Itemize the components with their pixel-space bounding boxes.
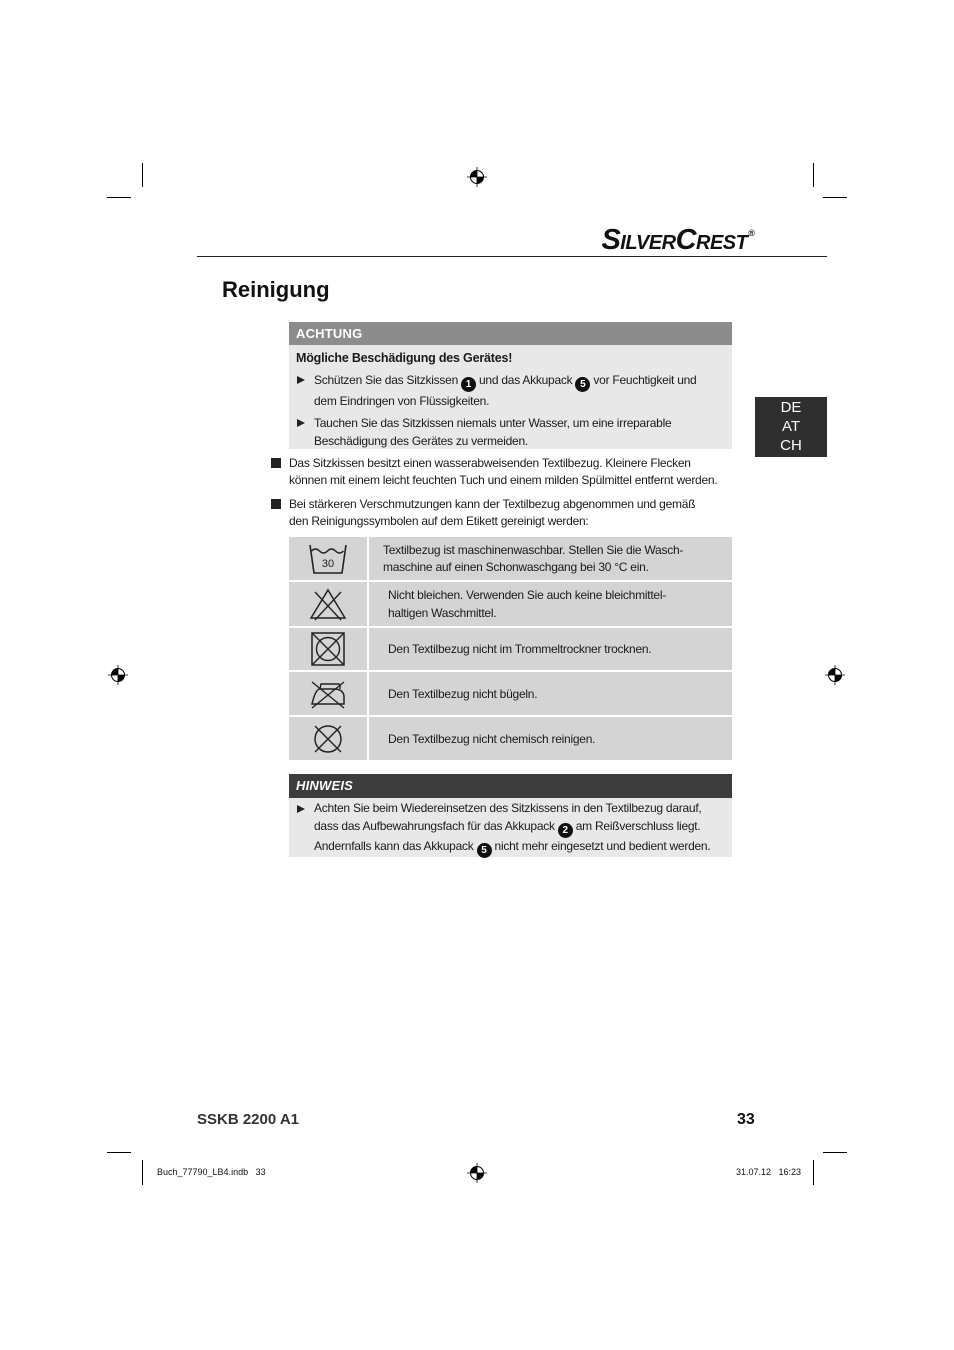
slug-file: Buch_77790_LB4.indb 33 bbox=[157, 1167, 266, 1177]
crop-mark bbox=[107, 1152, 131, 1153]
table-row bbox=[289, 672, 732, 715]
cleaning-note bbox=[289, 496, 695, 530]
warning-body bbox=[289, 345, 732, 449]
brand-logo-text: SilverCrest bbox=[601, 224, 748, 256]
hint-line: Achten Sie beim Wiedereinsetzen des Sitzkissens in den Textilbezug darauf, bbox=[314, 801, 702, 815]
note-line: den Reinigungssymbolen auf dem Etikett gereinigt werden: bbox=[289, 514, 589, 528]
hint-line bbox=[314, 838, 732, 858]
symbol-cell bbox=[289, 537, 367, 580]
description-line: maschine auf einen Schonwaschgang bei 30 °C ein. bbox=[383, 559, 649, 574]
warning-bullet-line: dem Eindringen von Flüssigkeiten. bbox=[314, 394, 490, 408]
reference-number: 5 bbox=[477, 843, 492, 858]
note-line: können mit einem leicht feuchten Tuch und einem milden Spülmittel entfernt werden. bbox=[289, 473, 718, 487]
description-line: Den Textilbezug nicht bügeln. bbox=[388, 686, 538, 701]
reference-number: 5 bbox=[575, 377, 590, 392]
page-title: Reinigung bbox=[222, 277, 330, 302]
description-cell bbox=[369, 537, 732, 580]
bullet-square-icon bbox=[271, 499, 281, 509]
table-row bbox=[289, 628, 732, 670]
registered-mark: ® bbox=[748, 228, 755, 238]
page-number: 33 bbox=[737, 1111, 755, 1128]
warning-subtitle: Mögliche Beschädigung des Gerätes! bbox=[296, 351, 513, 365]
no-dry-clean-icon bbox=[308, 722, 348, 756]
warning-bullet-line: Beschädigung des Gerätes zu vermeiden. bbox=[314, 434, 528, 448]
symbol-cell bbox=[289, 672, 367, 715]
table-row bbox=[289, 537, 732, 580]
crop-mark bbox=[813, 163, 814, 187]
registration-mark-icon bbox=[467, 1163, 487, 1183]
table-row bbox=[289, 717, 732, 760]
language-tab bbox=[755, 397, 827, 457]
bullet-arrow-icon bbox=[297, 805, 305, 813]
no-tumble-dry-icon bbox=[308, 632, 348, 666]
crop-mark bbox=[142, 1160, 143, 1185]
language-at: AT bbox=[781, 418, 801, 435]
crop-mark bbox=[823, 197, 847, 198]
text-segment: nicht mehr eingesetzt und bedient werden. bbox=[494, 838, 711, 853]
cleaning-note bbox=[289, 455, 717, 489]
wash-30-icon bbox=[308, 542, 348, 576]
symbol-cell bbox=[289, 717, 367, 760]
description-line: Nicht bleichen. Verwenden Sie auch keine bleichmittel- bbox=[388, 588, 666, 602]
warning-bullet-line bbox=[314, 371, 732, 392]
slug-date: 31.07.12 16:23 bbox=[736, 1167, 802, 1177]
registration-mark-icon bbox=[825, 665, 845, 685]
no-iron-icon bbox=[308, 677, 348, 711]
reference-number: 1 bbox=[461, 377, 476, 392]
warning-bullet bbox=[289, 414, 732, 450]
text-segment: Schützen Sie das Sitzkissen bbox=[314, 373, 458, 387]
text-segment: dass das Aufbewahrungsfach für das Akkupack bbox=[314, 818, 555, 833]
symbol-cell bbox=[289, 628, 367, 670]
hint-box bbox=[289, 774, 732, 857]
text-segment: Andernfalls kann das Akkupack bbox=[314, 838, 474, 853]
warning-box bbox=[289, 322, 732, 449]
text-segment: vor Feuchtigkeit und bbox=[593, 373, 697, 387]
description-line: haltigen Waschmittel. bbox=[388, 606, 497, 620]
no-bleach-icon bbox=[308, 587, 348, 621]
crop-mark bbox=[142, 163, 143, 187]
bullet-arrow-icon bbox=[297, 419, 305, 427]
description-line: Den Textilbezug nicht im Trommeltrockner trocknen. bbox=[388, 642, 652, 656]
text-segment: und das Akkupack bbox=[479, 373, 573, 387]
description-line: Textilbezug ist maschinenwaschbar. Stellen Sie die Wasch- bbox=[383, 542, 684, 557]
registration-mark-icon bbox=[467, 167, 487, 187]
language-ch: CH bbox=[780, 437, 802, 454]
header-rule bbox=[197, 256, 827, 257]
reference-number: 2 bbox=[558, 823, 573, 838]
hint-bullet bbox=[289, 800, 732, 858]
bullet-arrow-icon bbox=[297, 376, 305, 384]
symbol-cell bbox=[289, 582, 367, 626]
description-cell bbox=[369, 628, 732, 670]
hint-header bbox=[289, 774, 732, 798]
table-row bbox=[289, 582, 732, 626]
warning-label: ACHTUNG bbox=[296, 326, 363, 341]
bullet-square-icon bbox=[271, 458, 281, 468]
hint-line bbox=[314, 818, 732, 838]
registration-mark-icon bbox=[108, 665, 128, 685]
description-line: Den Textilbezug nicht chemisch reinigen. bbox=[388, 731, 596, 746]
model-number: SSKB 2200 A1 bbox=[197, 1111, 299, 1128]
wash-temperature-label: 30 bbox=[321, 557, 335, 570]
hint-label: HINWEIS bbox=[296, 778, 354, 793]
description-cell bbox=[369, 582, 732, 626]
text-segment: am Reißverschluss liegt. bbox=[575, 818, 701, 833]
brand-logo bbox=[601, 216, 755, 257]
crop-mark bbox=[107, 197, 131, 198]
hint-body bbox=[289, 798, 732, 857]
description-cell bbox=[369, 717, 732, 760]
language-de: DE bbox=[780, 399, 802, 416]
crop-mark bbox=[813, 1160, 814, 1185]
warning-header bbox=[289, 322, 732, 345]
warning-bullet-line: Tauchen Sie das Sitzkissen niemals unter Wasser, um eine irreparable bbox=[314, 416, 672, 430]
description-cell bbox=[369, 672, 732, 715]
note-line: Das Sitzkissen besitzt einen wasserabweisenden Textilbezug. Kleinere Flecken bbox=[289, 456, 691, 470]
crop-mark bbox=[823, 1152, 847, 1153]
note-line: Bei stärkeren Verschmutzungen kann der Textilbezug abgenommen und gemäß bbox=[289, 497, 696, 511]
warning-bullet bbox=[289, 371, 732, 410]
